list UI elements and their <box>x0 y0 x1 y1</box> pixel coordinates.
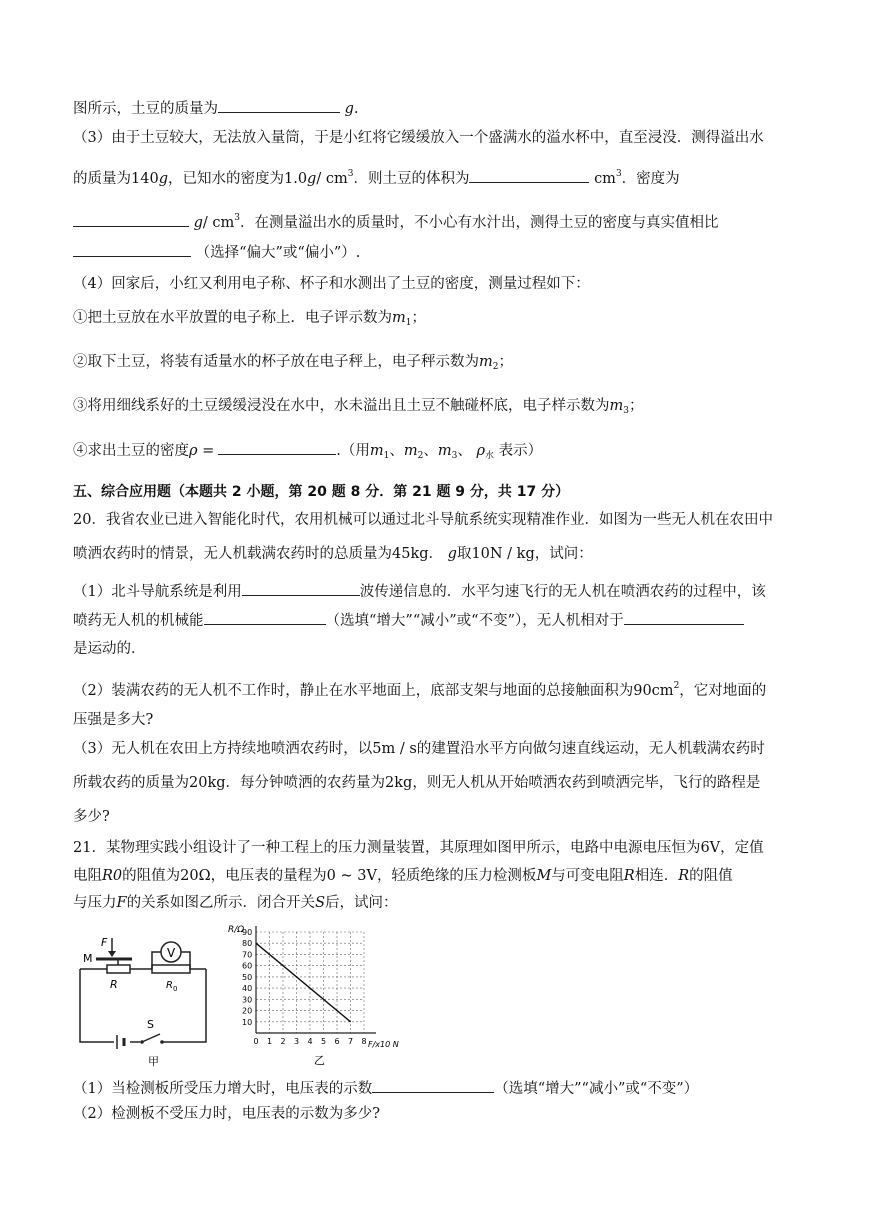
q19-step4 <box>73 440 542 466</box>
y-tick-label: 60 <box>242 961 253 971</box>
text: 与压力 <box>73 895 117 911</box>
value: 10N / kg <box>471 546 535 562</box>
answer-blank-volume[interactable] <box>469 168 589 183</box>
x-tick-label: 8 <box>361 1037 367 1046</box>
period: . <box>353 101 359 117</box>
text: 后，试问： <box>325 895 398 911</box>
chart-series <box>256 943 351 1022</box>
q19-step2 <box>73 352 513 377</box>
text: 波传递信息的．水平匀速飞行的无人机在喷洒农药的过程中，该 <box>359 584 766 600</box>
q20-part1-line1 <box>73 581 766 602</box>
superscript: 2 <box>673 681 680 691</box>
q19-part3-line4 <box>73 242 360 263</box>
text: ； <box>411 310 426 326</box>
text: 是运动的． <box>73 641 146 657</box>
answer-blank-mass[interactable] <box>218 98 340 113</box>
text: ④求出土豆的密度 <box>73 443 189 459</box>
text: 喷洒农药时的情景，无人机载满农药时的总质量为 <box>73 546 392 562</box>
var-m: m <box>609 398 624 414</box>
text: 的阻值 <box>689 868 733 884</box>
fixed-resistor-r0 <box>152 965 190 973</box>
var-r: R <box>102 868 113 884</box>
text: （选择“偏大”或“偏小”）. <box>195 245 361 261</box>
x-tick-label: 3 <box>294 1037 300 1046</box>
text: ．每分钟喷洒的农药量为 <box>225 775 386 791</box>
y-tick-label: 80 <box>242 939 253 949</box>
var-rho: ρ <box>476 443 485 459</box>
text: ①把土豆放在水平放置的电子称上．电子评示数为 <box>73 310 392 326</box>
x-tick-label: 7 <box>348 1037 354 1046</box>
label-r0-sub: 0 <box>173 985 178 993</box>
text: 21．某物理实践小组设计了一种工程上的压力测量装置，其原理如图甲所示，电路中电源电压恒为 <box>73 840 701 856</box>
subscript: 1 <box>405 318 412 328</box>
q20-line1 <box>73 510 773 530</box>
var-m: m <box>392 310 406 326</box>
value: 45kg <box>392 546 429 562</box>
y-tick-label: 30 <box>242 995 253 1005</box>
chart-ticks <box>242 928 367 1046</box>
x-tick-label: 0 <box>253 1037 259 1046</box>
q19-part3-line2: 的质量为140g，已知水的密度为1.0g/ $cm^3$．则土豆的体积为 $cm^3$．密度为 <box>73 169 680 187</box>
value: 90cm <box>633 683 674 699</box>
y-tick-label: 50 <box>242 972 253 982</box>
subscript: 1 <box>383 451 390 461</box>
var-m: M <box>536 868 552 884</box>
text: （1）北斗导航系统是利用 <box>73 584 242 600</box>
variable-resistor-r <box>107 965 130 973</box>
answer-blank-wave[interactable] <box>242 581 360 596</box>
section-title: 五、综合应用题（本题共 2 小题，第 20 题 8 分．第 21 题 9 分，共 17 分） <box>73 484 570 500</box>
y-tick-label: 90 <box>242 928 253 937</box>
circuit-diagram <box>72 922 222 1072</box>
value-140: 140 <box>131 171 159 187</box>
text: （4）回家后，小红又利用电子称、杯子和水测出了土豆的密度，测量过程如下： <box>73 276 590 292</box>
text: 的关系如图乙所示．闭合开关 <box>126 895 316 911</box>
q20-part3-line2 <box>73 773 760 793</box>
x-tick-label: 5 <box>321 1037 327 1046</box>
label-r: R <box>110 978 118 991</box>
label-f: F <box>101 936 108 949</box>
text: ．密度为 <box>621 171 680 187</box>
q20-part2-line2 <box>73 710 153 730</box>
text: ．在测量溢出水的质量时，不小心有水汁出，测得土豆的密度与真实值相比 <box>240 215 719 231</box>
text: ； <box>498 354 513 370</box>
value: 2kg <box>385 775 413 791</box>
var-s: S <box>315 895 325 911</box>
y-tick-label: 10 <box>242 1017 253 1027</box>
var-m: m <box>369 443 384 459</box>
text: 取 <box>456 546 472 562</box>
switch-s <box>142 1034 160 1042</box>
text: 、 <box>423 443 438 459</box>
text: ． <box>428 546 444 562</box>
q19-step3 <box>73 396 643 421</box>
subscript: 3 <box>451 451 458 461</box>
q19-part4-intro <box>73 274 590 294</box>
text: 压强是多大? <box>73 712 154 728</box>
answer-blank-bias[interactable] <box>73 242 191 257</box>
value: 5m / s <box>372 741 417 757</box>
q19-part3-text1: （3）由于土豆较大，无法放入量筒，于是小红将它缓缓放入一个盛满水的溢水杯中，直至浸没．测得溢出水 <box>73 130 764 146</box>
var-g: g <box>447 546 457 562</box>
text: ．则土豆的体积为 <box>353 171 470 187</box>
text: 电阻 <box>73 868 102 884</box>
value: 20kg <box>189 775 226 791</box>
chart-grid <box>256 932 364 1033</box>
formula-rho: ρ = <box>189 443 215 459</box>
q21-part1 <box>73 1078 698 1099</box>
r-f-chart <box>226 920 411 1070</box>
answer-blank-formula[interactable] <box>218 440 336 455</box>
text: （2）装满农药的无人机不工作时，静止在水平地面上，底部支架与地面的总接触面积为 <box>73 683 634 699</box>
var-r: R <box>678 868 690 884</box>
x-tick-label: 1 <box>267 1037 273 1046</box>
text: （选填“增大”“减小”或“不变”），无人机相对于 <box>325 613 624 629</box>
label-s: S <box>147 1018 154 1031</box>
text: （1）当检测板所受压力增大时，电压表的示数 <box>73 1081 373 1097</box>
series-line <box>256 943 351 1022</box>
q20-line2 <box>73 544 593 564</box>
x-tick-label: 2 <box>280 1037 286 1046</box>
var-m: m <box>437 443 452 459</box>
section-heading <box>73 482 569 502</box>
text: ； <box>628 398 644 414</box>
subscript: 3 <box>623 406 629 416</box>
text: 与可变电阻 <box>551 868 624 884</box>
text: 20．我省农业已进入智能化时代，农用机械可以通过北斗导航系统实现精准作业．如图为一些无人机在农田中 <box>73 512 773 528</box>
voltmeter-label: V <box>167 946 176 960</box>
subscript: 水 <box>485 451 495 461</box>
caption-yi: 乙 <box>314 1054 325 1067</box>
unit-cm: / cm <box>202 215 235 231</box>
unit-cm: cm <box>594 171 616 187</box>
value: 20Ω <box>180 868 211 884</box>
text: .（用 <box>336 443 370 459</box>
text: ，轻质绝缘的压力检测板 <box>376 868 537 884</box>
q20-part3-line3 <box>73 807 110 827</box>
text: 、 <box>457 443 472 459</box>
q20-part2-line1 <box>73 676 766 701</box>
answer-blank-density[interactable] <box>73 212 189 227</box>
var-m: m <box>403 443 418 459</box>
answer-blank-reference[interactable] <box>624 610 744 625</box>
y-tick-label: 70 <box>242 950 253 960</box>
q21-line3 <box>73 893 398 913</box>
text: ，定值 <box>720 840 764 856</box>
value-1.0: 1.0 <box>283 171 308 187</box>
y-axis-label: R/Ω <box>228 925 245 935</box>
answer-blank-voltage[interactable] <box>372 1078 494 1093</box>
text: 所载农药的质量为 <box>73 775 189 791</box>
text: 相连． <box>634 868 679 884</box>
text: 表示） <box>498 443 543 459</box>
unit-cm: / cm <box>316 171 348 187</box>
text: ，电压表的量程为 <box>210 868 327 884</box>
text: 、 <box>389 443 404 459</box>
subscript: 2 <box>417 451 424 461</box>
text: 的建置沿水平方向做匀速直线运动，无人机载满农药时 <box>416 741 765 757</box>
text: 喷药无人机的机械能 <box>73 613 204 629</box>
text: ，它对地面的 <box>679 683 767 699</box>
unit-g: g <box>158 171 168 187</box>
subscript: 2 <box>492 362 499 372</box>
text: （3）无人机在农田上方持续地喷洒农药时，以 <box>73 741 373 757</box>
q20-part1-line2 <box>73 610 744 631</box>
label-r0: R <box>166 980 173 991</box>
var-f: F <box>116 895 127 911</box>
x-tick-label: 4 <box>307 1037 313 1046</box>
q19-mass-text: 图所示，土豆的质量为 <box>73 101 218 117</box>
unit-g: g <box>344 101 354 117</box>
q19-line-mass <box>73 98 359 119</box>
q19-part3-line3: g/ $cm^3$．在测量溢出水的质量时，不小心有水汁出，测得土豆的密度与真实值相比 <box>73 208 719 233</box>
q19-part3-line1 <box>73 128 764 148</box>
value: 0 ~ 3V <box>326 868 377 884</box>
y-tick-label: 20 <box>242 1006 253 1016</box>
q20-part3-line1 <box>73 739 765 759</box>
answer-blank-energy[interactable] <box>204 610 326 625</box>
unit-g: g <box>193 215 203 231</box>
var-m: m <box>479 354 493 370</box>
text: 的阻值为 <box>122 868 181 884</box>
text: （选填“增大”“减小”或“不变”） <box>494 1081 699 1097</box>
unit-g: g <box>307 171 317 187</box>
text: ，已知水的密度为 <box>167 171 284 187</box>
value: 6V <box>700 840 721 856</box>
x-axis-label: F/x10 N <box>368 1040 399 1049</box>
text: ②取下土豆，将装有适量水的杯子放在电子秤上，电子秤示数为 <box>73 354 479 370</box>
y-tick-label: 40 <box>242 984 253 994</box>
q21-part2 <box>73 1104 380 1124</box>
label-m: M <box>83 952 93 965</box>
text: ③将用细线系好的土豆缓缓浸没在水中，水未溢出且土豆不触碰杯底，电子样示数为 <box>73 398 610 414</box>
caption-jia: 甲 <box>148 1055 159 1068</box>
q21-line1 <box>73 838 764 858</box>
text: 的质量为 <box>73 171 131 187</box>
x-tick-label: 6 <box>334 1037 340 1046</box>
var-r: R <box>623 868 635 884</box>
text: （2）检测板不受压力时，电压表的示数为多少? <box>73 1106 380 1122</box>
text: 多少? <box>73 809 110 825</box>
text: ，试问： <box>534 546 593 562</box>
text: ，则无人机从开始喷洒农药到喷洒完毕，飞行的路程是 <box>412 775 761 791</box>
q20-part1-line3 <box>73 639 146 659</box>
q19-step1 <box>73 308 426 333</box>
q21-line2 <box>73 866 733 886</box>
chart-axes <box>256 926 376 1033</box>
var-r0: 0 <box>112 868 123 884</box>
